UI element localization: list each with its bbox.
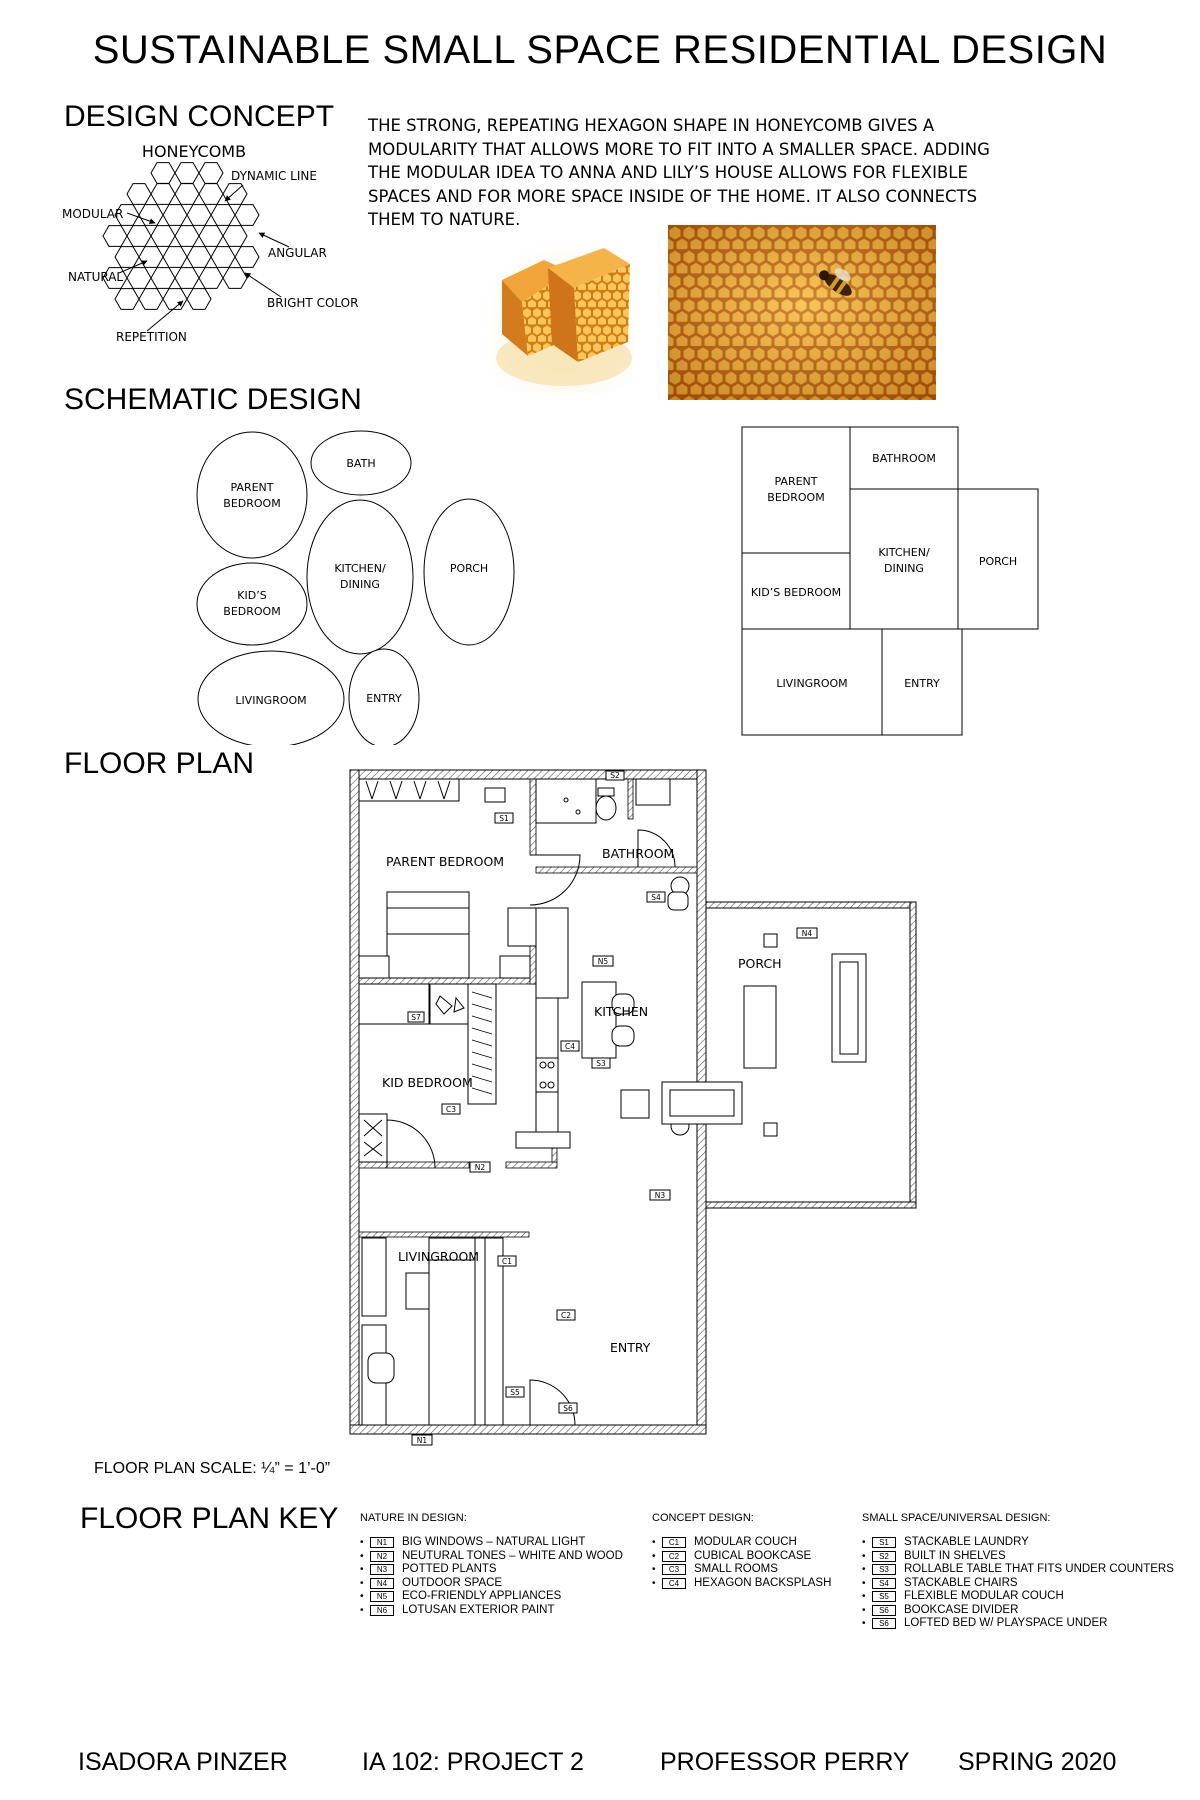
key-text: STACKABLE CHAIRS: [904, 1576, 1018, 1589]
bubble-kids-bedroom: [197, 563, 307, 645]
bubble-diagram: [190, 425, 525, 745]
svg-text:S3: S3: [596, 1059, 606, 1068]
hexagon-cell: [127, 184, 151, 205]
hexagon-cell: [223, 268, 247, 289]
key-item: [862, 1577, 1174, 1591]
honeycomb-photo-piece: [492, 238, 634, 393]
key-text: CUBICAL BOOKCASE: [694, 1549, 812, 1562]
svg-text:N5: N5: [597, 957, 609, 966]
tag-c3: [442, 1104, 460, 1114]
svg-text:KITCHEN: KITCHEN: [594, 1004, 649, 1019]
design-concept-text: THE STRONG, REPEATING HEXAGON SHAPE IN HONEYCOMB GIVES A MODULARITY THAT ALLOWS MORE TO FIT INTO A SMALLER SPACE. ADDING THE MODULAR IDEA TO ANNA AND LILY’S HOUSE ALLOWS FOR FLEXIBLE SPACES AND FOR MORE SPACE INSIDE OF THE HOME. IT ALSO CONNECTS THEM TO NATURE.: [368, 116, 990, 229]
svg-text:KID’S: KID’S: [237, 589, 267, 602]
floor-plan-heading: FLOOR PLAN: [64, 747, 255, 780]
key-text: SMALL ROOMS: [694, 1563, 778, 1575]
hexagon-cell: [163, 247, 187, 268]
svg-text:N1: N1: [416, 1436, 428, 1445]
tag-c4: [561, 1041, 579, 1051]
tag-c2: [557, 1310, 575, 1320]
hexagon-cell: [199, 184, 223, 205]
label-angular: ANGULAR: [268, 246, 327, 260]
key-code: N2: [370, 1551, 394, 1562]
svg-text:LIVINGROOM: LIVINGROOM: [398, 1249, 480, 1264]
svg-text:PARENT: PARENT: [230, 481, 274, 494]
key-code: S3: [872, 1564, 896, 1575]
svg-text:ENTRY: ENTRY: [904, 677, 940, 690]
key-item: [360, 1604, 623, 1618]
key-text: BUILT IN SHELVES: [904, 1549, 1006, 1562]
key-item: [862, 1590, 1174, 1604]
svg-text:ENTRY: ENTRY: [610, 1340, 651, 1355]
tag-n2: [470, 1162, 490, 1172]
key-code: N4: [370, 1578, 394, 1589]
key-code: S6: [872, 1618, 896, 1629]
hexagon-cell: [139, 205, 163, 226]
key-item: [360, 1563, 623, 1577]
svg-text:N2: N2: [474, 1163, 486, 1172]
tag-n3: [650, 1190, 670, 1200]
porch-chair-left: [621, 1090, 649, 1118]
key-column-nature: NATURE IN DESIGN: • N1 BIG WINDOWS – NATURAL LIGHT • N2 NEUTURAL TONES – WHITE AND WOOD • N3 POTTED PLANTS • N4 OUTDOOR SPACE • N5 ECO-FRIENDLY APPLIANCES • N6 LOTUSAN EXTERIOR PAINT: [360, 1512, 623, 1616]
svg-text:BATHROOM: BATHROOM: [602, 846, 675, 861]
key-column-concept: CONCEPT DESIGN: • C1 MODULAR COUCH • C2 CUBICAL BOOKCASE • C3 SMALL ROOMS • C4 HEXAGON BACKSPLASH: [652, 1512, 832, 1589]
key-text: OUTDOOR SPACE: [402, 1576, 503, 1589]
bullet-icon: •: [652, 1577, 656, 1589]
bullet-icon: •: [862, 1604, 866, 1616]
svg-text:BEDROOM: BEDROOM: [223, 605, 281, 618]
hexagon-cell: [151, 163, 175, 184]
hexagon-cell: [187, 247, 211, 268]
key-item: [652, 1563, 831, 1577]
honeycomb-diagram: [55, 135, 375, 350]
tag-n4: [797, 928, 817, 938]
svg-text:KID’S BEDROOM: KID’S BEDROOM: [750, 586, 842, 599]
svg-text:PORCH: PORCH: [449, 562, 489, 575]
key-text: STACKABLE LAUNDRY: [904, 1536, 1029, 1548]
svg-text:DINING: DINING: [884, 562, 924, 575]
bullet-icon: •: [652, 1537, 656, 1548]
washer-dryer: [485, 788, 505, 802]
hexagon-cell: [139, 289, 163, 310]
svg-text:KITCHEN/: KITCHEN/: [878, 546, 930, 559]
svg-text:BEDROOM: BEDROOM: [767, 491, 825, 504]
key-code: C2: [662, 1551, 686, 1562]
hexagon-cell: [103, 226, 127, 247]
key-text: BOOKCASE DIVIDER: [904, 1603, 1019, 1616]
svg-text:C3: C3: [445, 1105, 457, 1114]
key-item: [862, 1604, 1174, 1618]
label-modular: MODULAR: [62, 207, 124, 221]
stove: [536, 1058, 558, 1092]
key-code: C4: [662, 1578, 686, 1589]
svg-text:S6: S6: [563, 1404, 573, 1413]
key-code: S4: [872, 1578, 896, 1589]
hexagon-cell: [187, 289, 211, 310]
tag-n1: [412, 1435, 432, 1445]
tag-s7: [408, 1012, 424, 1022]
key-code: N5: [370, 1591, 394, 1602]
footer-term: SPRING 2020: [958, 1748, 1117, 1776]
kitchen-island: [582, 982, 616, 1058]
hexagon-cell: [151, 268, 175, 289]
hexagon-cell: [175, 163, 199, 184]
floor-plan-scale: FLOOR PLAN SCALE: ¼” = 1’-0”: [94, 1460, 331, 1477]
svg-text:PORCH: PORCH: [738, 956, 782, 971]
svg-text:S2: S2: [610, 771, 620, 780]
svg-text:C1: C1: [501, 1257, 513, 1266]
floor-plan-key-heading: FLOOR PLAN KEY: [80, 1502, 339, 1535]
hexagon-cell: [211, 247, 235, 268]
key-code: N3: [370, 1564, 394, 1575]
bullet-icon: •: [862, 1591, 866, 1602]
key-item: [652, 1536, 831, 1550]
key-item: [862, 1550, 1174, 1564]
hexagon-cell: [199, 268, 223, 289]
key-item: [652, 1550, 831, 1564]
hexagon-cell: [235, 247, 259, 268]
bullet-icon: •: [360, 1604, 364, 1616]
label-dynamic-line: DYNAMIC LINE: [231, 169, 317, 183]
key-item: [360, 1590, 623, 1604]
key-text: POTTED PLANTS: [402, 1563, 497, 1575]
key-item: [862, 1563, 1174, 1577]
key-item: [862, 1536, 1174, 1550]
footer-course: IA 102: PROJECT 2: [362, 1748, 584, 1776]
key-item: [862, 1617, 1174, 1631]
hexagon-cell: [199, 163, 223, 184]
svg-text:LIVINGROOM: LIVINGROOM: [235, 694, 307, 707]
bullet-icon: •: [862, 1550, 866, 1562]
hexagon-cell: [175, 268, 199, 289]
svg-text:N4: N4: [801, 929, 813, 938]
svg-text:BATH: BATH: [346, 457, 376, 470]
key-text: MODULAR COUCH: [694, 1536, 797, 1548]
hexagon-cell: [127, 226, 151, 247]
label-natural: NATURAL: [68, 270, 124, 284]
hexagon-cell: [235, 205, 259, 226]
hexagon-grid: [103, 163, 259, 310]
key-code: N6: [370, 1605, 394, 1616]
svg-text:C2: C2: [560, 1311, 572, 1320]
hexagon-cell: [211, 205, 235, 226]
modular-couch: [429, 1238, 475, 1425]
key-text: HEXAGON BACKSPLASH: [694, 1576, 832, 1589]
key-code: N1: [370, 1537, 394, 1548]
bullet-icon: •: [360, 1577, 364, 1589]
key-text: LOFTED BED W/ PLAYSPACE UNDER: [904, 1617, 1108, 1629]
svg-text:S7: S7: [411, 1013, 421, 1022]
key-text: LOTUSAN EXTERIOR PAINT: [402, 1603, 555, 1616]
bullet-icon: •: [360, 1564, 364, 1575]
svg-text:PORCH: PORCH: [978, 555, 1018, 568]
hexagon-cell: [223, 184, 247, 205]
tag-s5: [506, 1387, 524, 1397]
bullet-icon: •: [360, 1537, 364, 1548]
bullet-icon: •: [652, 1550, 656, 1562]
block-kitchen-dining: [850, 489, 958, 629]
footer-name: ISADORA PINZER: [78, 1748, 288, 1776]
porch-table: [744, 986, 776, 1068]
honeycomb-title: HONEYCOMB: [141, 142, 247, 161]
svg-text:BEDROOM: BEDROOM: [223, 497, 281, 510]
key-item: [360, 1577, 623, 1591]
key-code: S2: [872, 1551, 896, 1562]
tag-s3: [592, 1058, 610, 1068]
key-text: BIG WINDOWS – NATURAL LIGHT: [402, 1536, 586, 1548]
hexagon-cell: [199, 226, 223, 247]
hexagon-cell: [187, 205, 211, 226]
key-code: S1: [872, 1537, 896, 1548]
bubble-kitchen-dining: [307, 500, 413, 654]
svg-text:ENTRY: ENTRY: [366, 692, 402, 705]
design-concept-heading: DESIGN CONCEPT: [64, 100, 335, 133]
svg-text:S5: S5: [510, 1388, 520, 1397]
tag-s2: [606, 771, 624, 780]
honeycomb-photo-bee: [668, 225, 936, 400]
hexagon-cell: [175, 184, 199, 205]
hexagon-cell: [127, 268, 151, 289]
hexagon-cell: [115, 289, 139, 310]
fridge-counter: [536, 908, 568, 998]
svg-text:KITCHEN/: KITCHEN/: [334, 562, 386, 575]
key-code: C1: [662, 1537, 686, 1548]
key-code: S5: [872, 1591, 896, 1602]
toilet: [596, 796, 616, 820]
page-title: SUSTAINABLE SMALL SPACE RESIDENTIAL DESIGN: [92, 28, 1108, 72]
bullet-icon: •: [360, 1550, 364, 1562]
key-item: [652, 1577, 831, 1591]
bubble-parent-bedroom: [197, 432, 307, 558]
key-code: S6: [872, 1605, 896, 1616]
key-text: ECO-FRIENDLY APPLIANCES: [402, 1590, 562, 1602]
svg-text:KID BEDROOM: KID BEDROOM: [382, 1075, 473, 1090]
hexagon-cell: [151, 184, 175, 205]
svg-text:PARENT BEDROOM: PARENT BEDROOM: [386, 854, 505, 869]
block-diagram: [740, 425, 1045, 745]
key-item: [360, 1550, 623, 1564]
bullet-icon: •: [862, 1577, 866, 1589]
key-text: NEUTURAL TONES – WHITE AND WOOD: [402, 1549, 623, 1562]
svg-text:N3: N3: [654, 1191, 666, 1200]
footer-professor: PROFESSOR PERRY: [660, 1748, 910, 1776]
label-bright-color: BRIGHT COLOR: [267, 296, 359, 310]
svg-text:BATHROOM: BATHROOM: [872, 452, 936, 465]
bullet-icon: •: [862, 1564, 866, 1575]
block-parent-bedroom: [742, 427, 850, 553]
tag-c1: [498, 1256, 516, 1266]
svg-text:DINING: DINING: [340, 578, 380, 591]
hexagon-cell: [163, 289, 187, 310]
schematic-heading: SCHEMATIC DESIGN: [64, 383, 362, 416]
tag-s4: [647, 892, 665, 902]
floor-plan: [340, 760, 920, 1460]
hexagon-cell: [115, 247, 139, 268]
svg-text:S4: S4: [651, 893, 661, 902]
key-item: [360, 1536, 623, 1550]
tag-n5: [593, 956, 613, 966]
bullet-icon: •: [652, 1564, 656, 1575]
key-code: C3: [662, 1564, 686, 1575]
svg-text:S1: S1: [499, 814, 509, 823]
tag-s1: [495, 813, 513, 823]
key-text: FLEXIBLE MODULAR COUCH: [904, 1590, 1064, 1602]
hexagon-cell: [151, 226, 175, 247]
hexagon-cell: [139, 247, 163, 268]
hexagon-cell: [175, 226, 199, 247]
key-column-small-space: SMALL SPACE/UNIVERSAL DESIGN: • S1 STACKABLE LAUNDRY • S2 BUILT IN SHELVES • S3 ROLLABLE TABLE THAT FITS UNDER COUNTERS • S4 STACKABLE CHAIRS • S5 FLEXIBLE MODULAR COUCH • S6 BOOKCASE DIVIDER • S6 LOFTED BED W/ PLAYSPACE UNDER: [862, 1512, 1174, 1629]
svg-text:LIVINGROOM: LIVINGROOM: [776, 677, 848, 690]
bullet-icon: •: [360, 1591, 364, 1602]
label-repetition: REPETITION: [116, 330, 187, 344]
svg-text:C4: C4: [564, 1042, 576, 1051]
bullet-icon: •: [862, 1537, 866, 1548]
bathroom-sink: [636, 779, 670, 805]
svg-text:PARENT: PARENT: [774, 475, 818, 488]
tag-s6: [559, 1403, 577, 1413]
bullet-icon: •: [862, 1618, 866, 1629]
key-text: ROLLABLE TABLE THAT FITS UNDER COUNTERS: [904, 1563, 1174, 1575]
hexagon-cell: [163, 205, 187, 226]
hexagon-cell: [223, 226, 247, 247]
